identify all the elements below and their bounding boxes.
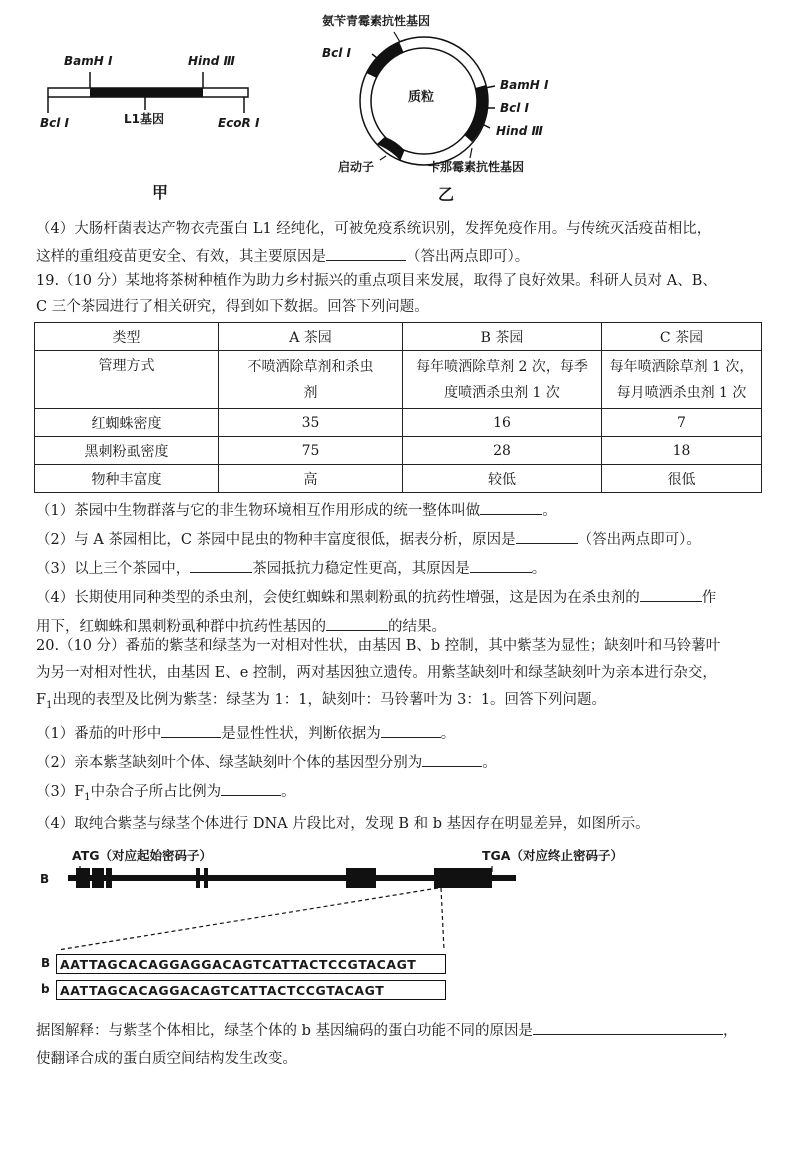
q20-expl-line2: 使翻译合成的蛋白质空间结构发生改变。 [36,1051,297,1067]
bcl1-left-label: Bcl Ⅰ [322,46,352,60]
plasmid-label: 质粒 [408,90,435,105]
q20-line2: 为另一对相对性状，由基因 E、e 控制，两对基因独立遗传。用紫茎缺刻叶和绿茎缺刻叶为亲本进行杂交， [36,665,717,681]
table-row [35,465,762,493]
q20-expl-line1: 据图解释：与紫茎个体相比，绿茎个体的 b 基因编码的蛋白功能不同的原因是 ， [36,1016,766,1045]
table-header-cell: A 茶园 [219,323,403,351]
kan-resistance-label: 卡那霉素抗性基因 [428,160,525,174]
table-header-row [35,323,762,351]
table-row-management [35,351,762,409]
table-cell: 管理方式 [35,351,219,409]
q20-stem [36,633,766,838]
q19-s2: （2）与 A 茶园相比，C 茶园中昆虫的物种丰富度很低，据表分析，原因是 （答出两点即可）。 [36,525,766,554]
figure-yi [320,8,580,204]
q20-line3: $F_1$出现的表型及比例为紫茎：绿茎为 1：1，缺刻叶：马铃薯叶为 3：1。回答下列问题。 [36,692,607,711]
q19-s4: （4）长期使用同种类型的杀虫剂，会使红蜘蛛和黑刺粉虱的抗药性增强，这是因为在杀虫剂的 作 [36,583,766,612]
q19-line2: C 三个茶园进行了相关研究，得到如下数据。回答下列问题。 [36,299,429,315]
answer-blank[interactable] [422,748,482,767]
l1-gene-label: L1基因 [124,112,164,126]
table-header-cell: 类型 [35,323,219,351]
figure-yi-caption: 乙 [438,185,455,204]
tea-garden-table [34,322,762,493]
seq-lowb-box: AATTAGCACAGGACAGTCATTACTCCGTACAGT [56,980,446,1000]
hind3-label: Hind Ⅲ [188,54,235,68]
table-cell: 35 [219,409,403,437]
table-cell: 18 [602,437,762,465]
q19-s3: （3）以上三个茶园中， 茶园抵抗力稳定性更高，其原因是 。 [36,554,766,583]
q19-line1: 19.（10 分）某地将茶树种植作为助力乡村振兴的重点项目来发展，取得了良好效果。科研人员对 A、B、 [36,273,717,289]
table-header-cell: C 茶园 [602,323,762,351]
q20-s1: （1）番茄的叶形中 是显性性状，判断依据为 。 [36,719,766,748]
q20-line1: 20.（10 分）番茄的紫茎和绿茎为一对相对性状，由基因 B、b 控制，其中紫茎为显性；缺刻叶和马铃薯叶 [36,638,721,654]
table-cell: 每年喷洒除草剂 1 次， 每月喷洒杀虫剂 1 次 [602,351,762,409]
table-cell: 很低 [602,465,762,493]
answer-blank[interactable] [381,719,441,738]
tga-label: TGA（对应终止密码子） [482,848,623,863]
table-cell: 16 [403,409,602,437]
table-cell: 不喷洒除草剂和杀虫 剂 [219,351,403,409]
q20-s2: （2）亲本紫茎缺刻叶个体、绿茎缺刻叶个体的基因型分别为 。 [36,748,766,777]
answer-blank[interactable] [533,1016,723,1035]
answer-blank[interactable] [326,242,406,261]
table-cell: 7 [602,409,762,437]
answer-blank[interactable] [221,777,281,796]
promoter-label: 启动子 [338,160,375,174]
table-cell: 黑刺粉虱密度 [35,437,219,465]
seq-b-box: AATTAGCACAGGAGGACAGTCATTACTCCGTACAGT [56,954,446,974]
figure-jia [40,50,280,200]
amp-resistance-label: 氨苄青霉素抗性基因 [322,14,431,28]
table-header-cell: B 茶园 [403,323,602,351]
q19-stem [36,268,766,320]
answer-blank[interactable] [640,583,702,602]
table-cell: 75 [219,437,403,465]
answer-blank[interactable] [516,525,578,544]
q20-s4: （4）取纯合紫茎与绿茎个体进行 DNA 片段比对，发现 B 和 b 基因存在明显差异，如图所示。 [36,815,650,832]
q20-s3: $(3)F_1$中杂合子所占比例为 。 [36,777,766,811]
figure-jia-caption: 甲 [152,183,169,202]
q19-s1: （1）茶园中生物群落与它的非生物环境相互作用形成的统一整体叫做 。 [36,496,766,525]
answer-blank[interactable] [326,612,388,631]
table-cell: 高 [219,465,403,493]
b-gene-label: B [40,872,50,886]
bamh1-label: BamH Ⅰ [64,54,113,68]
table-cell: 红蜘蛛密度 [35,409,219,437]
table-cell: 物种丰富度 [35,465,219,493]
table-cell: 较低 [403,465,602,493]
answer-blank[interactable] [161,719,221,738]
hind3-right-label: Hind Ⅲ [496,124,543,138]
table-cell: 每年喷洒除草剂 2 次，每季 度喷洒杀虫剂 1 次 [403,351,602,409]
answer-blank[interactable] [190,554,252,573]
bcl1-right-label: Bcl Ⅰ [500,101,530,115]
q19-subquestions [36,496,766,641]
bcl1-label: Bcl Ⅰ [40,116,70,130]
q18-part4 [36,216,766,270]
seq-lowb-label: b [41,982,50,996]
q19-s4-cont: 用下，红蜘蛛和黑刺粉虱种群中抗药性基因的 的结果。 [36,612,766,641]
q18-4-line2: 这样的重组疫苗更安全、有效，其主要原因是 （答出两点即可）。 [36,242,766,270]
bamh1-right-label: BamH Ⅰ [500,78,549,92]
answer-blank[interactable] [480,496,542,515]
table-cell: 28 [403,437,602,465]
atg-label: ATG（对应起始密码子） [72,848,212,863]
seq-b-label: B [41,956,51,970]
q18-4-line1: （4）大肠杆菌表达产物衣壳蛋白 L1 经纯化，可被免疫系统识别，发挥免疫作用。与传统灭活疫苗相比， [36,221,712,237]
ecor1-label: EcoR Ⅰ [218,116,260,130]
table-row [35,437,762,465]
q20-explanation [36,1016,766,1073]
answer-blank[interactable] [470,554,532,573]
table-row [35,409,762,437]
